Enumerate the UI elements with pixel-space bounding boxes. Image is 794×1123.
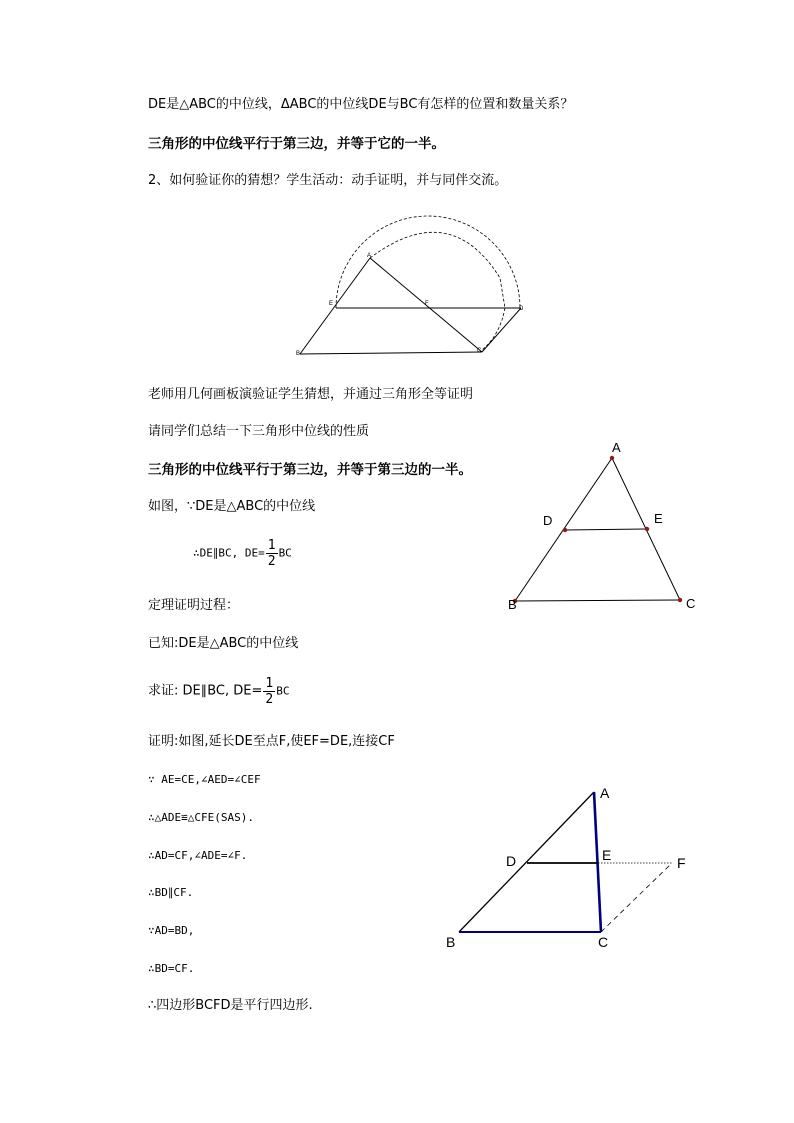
fig1-label-B: B: [296, 351, 301, 357]
fraction-half: $\frac{1}{2}$: [267, 538, 276, 569]
fig3-label-C: C: [598, 934, 609, 950]
as-figure-line: 如图，∵DE是△ABC的中位线: [148, 499, 316, 514]
fig3-label-B: B: [446, 934, 456, 950]
fig1-label-F: F: [425, 301, 429, 307]
fig3-label-A: A: [600, 785, 610, 801]
fig1-label-D: D: [519, 306, 524, 312]
proof-title: 定理证明过程：: [148, 598, 240, 613]
fig3-label-D: D: [506, 853, 517, 869]
fig2-label-A: A: [612, 440, 621, 455]
answer-1: 三角形的中位线平行于第三边，并等于它的一半。: [148, 136, 445, 152]
given-line: 已知:DE是△ABC的中位线: [148, 636, 299, 651]
proof-step-4: ∴BD∥CF.: [148, 886, 194, 899]
proof-step-2: ∴△ADE≌△CFE(SAS).: [148, 811, 254, 824]
conclusion-line: ∴DE∥BC, DE= $\frac{1}{2}$ BC: [193, 538, 292, 569]
prove-line: 求证: DE∥BC, DE= $\frac{1}{2}$ BC: [148, 676, 290, 707]
fraction-half-2: $\frac{1}{2}$: [265, 676, 274, 707]
fig2-label-E: E: [654, 511, 663, 526]
question-1: DE是△ABC的中位线，ΔABC的中位线DE与BC有怎样的位置和数量关系？: [148, 97, 574, 112]
fig1-label-C: C: [477, 348, 482, 354]
summary-line: 请同学们总结一下三角形中位线的性质: [148, 424, 370, 439]
fig1-label-E: E: [329, 301, 334, 307]
proof-intro: 证明:如图,延长DE至点F,使EF=DE,连接CF: [148, 734, 395, 749]
proof-step-6: ∴BD=CF.: [148, 962, 195, 975]
teacher-line: 老师用几何画板演验证学生猜想，并通过三角形全等证明: [148, 387, 474, 402]
proof-step-3: ∴AD=CF,∠ADE=∠F.: [148, 849, 248, 862]
fig1-label-A: A: [367, 253, 372, 259]
question-2: 2、如何验证你的猜想？学生活动：动手证明，并与同伴交流。: [148, 173, 508, 188]
fig2-label-C: C: [686, 596, 696, 611]
proof-step-5: ∵AD=BD,: [148, 924, 195, 937]
proof-step-1: ∵ AE=CE,∠AED=∠CEF: [148, 773, 261, 786]
theorem-line: 三角形的中位线平行于第三边，并等于第三边的一半。: [148, 462, 472, 478]
fig2-label-B: B: [508, 597, 517, 612]
fig2-label-D: D: [543, 513, 553, 528]
proof-step-7: ∴四边形BCFD是平行四边形.: [148, 998, 313, 1013]
fig3-label-E: E: [602, 847, 612, 863]
fig3-label-F: F: [677, 855, 686, 871]
